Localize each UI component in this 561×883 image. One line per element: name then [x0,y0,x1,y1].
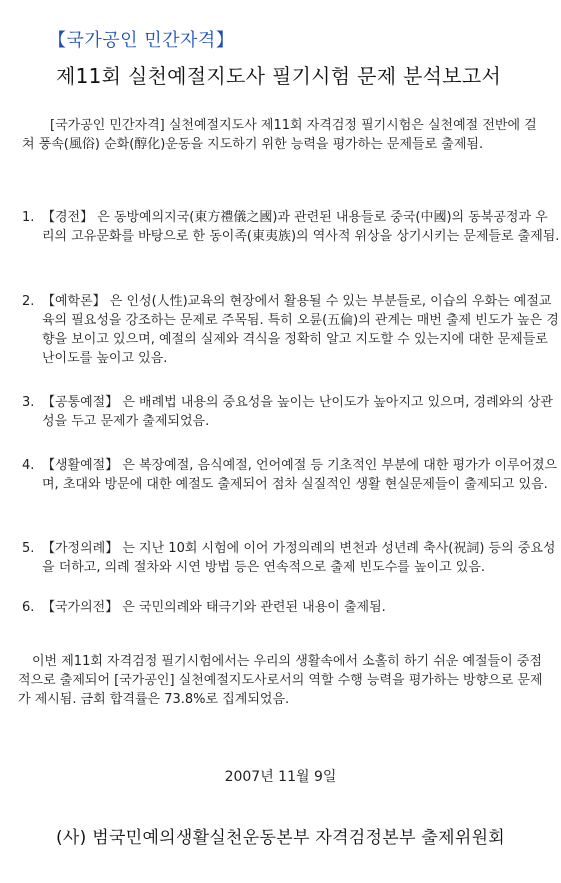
item-text: 【경전】 은 동방예의지국(東方禮儀之國)과 관련된 내용들로 중국(中國)의 동북공정과 우리의 고유문화를 바탕으로 한 동이족(東夷族)의 역사적 위상을 상기시키는 문제들로 출제됨. [42,210,560,244]
item-number: 1. [22,210,35,225]
report-date: 2007년 11월 9일 [224,769,337,785]
list-item [22,208,560,246]
item-number: 3. [22,395,35,410]
item-number: 6. [22,600,35,615]
item-text: 【국가의전】 은 국민의례와 태극기와 관련된 내용이 출제됨. [42,600,386,615]
item-text: 【공통예절】 은 배례법 내용의 중요성을 높이는 난이도가 높아지고 있으며, 경례와의 상관성을 두고 문제가 출제되었음. [42,395,553,429]
list-item [22,456,560,494]
item-number: 5. [22,541,35,556]
item-text: 【생활예절】 은 복장예절, 음식예절, 언어예절 등 기초적인 부분에 대한 평가가 이루어졌으며, 초대와 방문에 대한 예절도 출제되어 점차 실질적인 생활 현실문제들이 출제되고 있음. [42,458,558,492]
list-item [22,292,560,368]
list-item [22,598,560,617]
certification-tag: 【국가공인 민간자격】 [48,30,235,51]
closing-paragraph: 이번 제11회 자격검정 필기시험에서는 우리의 생활속에서 소홀히 하기 쉬운 예절들이 중점적으로 출제되어 [국가공인] 실천예절지도사로서의 역할 수행 능력을 평가하는 방향으로 문제가 제시됨. 금회 합격률은 73.8%로 집계되었음. [18,654,543,707]
item-number: 4. [22,458,35,473]
page-title: 제11회 실천예절지도사 필기시험 문제 분석보고서 [56,64,502,88]
item-number: 2. [22,294,35,309]
organization-signature: (사) 범국민예의생활실천운동본부 자격검정본부 출제위원회 [55,828,506,848]
list-item [22,539,560,577]
intro-paragraph: [국가공인 민간자격] 실천예절지도사 제11회 자격검정 필기시험은 실천예절 전반에 걸쳐 풍속(風俗) 순화(醇化)운동을 지도하기 위한 능력을 평가하는 문제들로 출제됨. [22,118,537,152]
item-text: 【가정의례】 는 지난 10회 시험에 이어 가정의례의 변천과 성년례 축사(祝詞) 등의 중요성을 더하고, 의례 절차와 시연 방법 등은 연속적으로 출제 빈도수를 높이고 있음. [42,541,556,575]
list-item [22,393,560,431]
item-text: 【예학론】 은 인성(人性)교육의 현장에서 활용될 수 있는 부분들로, 이습의 우화는 예절교육의 필요성을 강조하는 문제로 주목됨. 특히 오륜(五倫)의 관계는 매번 출제 빈도가 높은 경향을 보이고 있으며, 예절의 실제와 격식을 정확히 알고 지도할 수 있는지에 대한 문제들로 난이도를 높이고 있음. [42,294,559,366]
